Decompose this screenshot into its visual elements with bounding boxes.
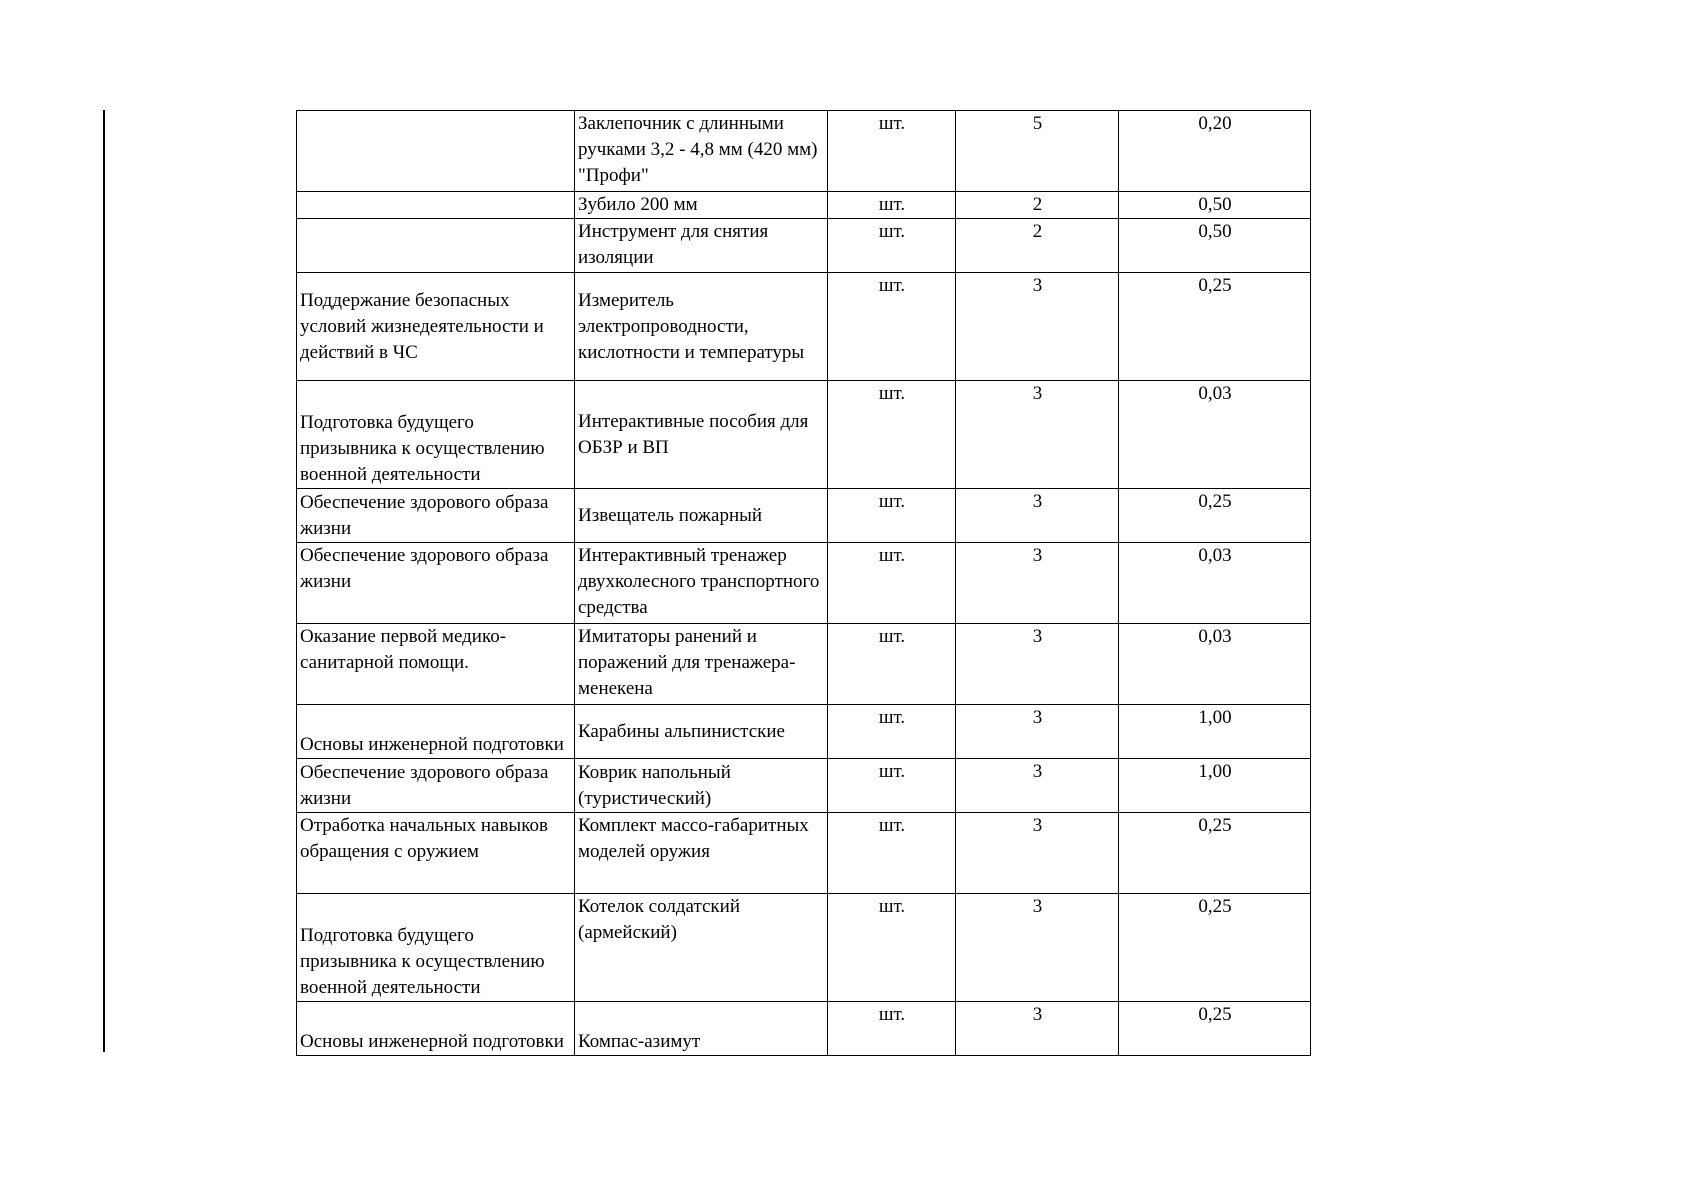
topic-cell: Оказание первой медико-санитарной помощи. [297,624,575,705]
unit-cell: шт. [828,111,956,192]
table-row [297,192,1311,219]
quantity-cell: 3 [956,813,1119,894]
quantity-cell: 3 [956,489,1119,543]
item-cell: Заклепочник с длинными ручками 3,2 - 4,8 мм (420 мм) "Профи" [575,111,828,192]
coefficient-cell: 0,25 [1119,489,1311,543]
item-cell: Коврик напольный (туристический) [575,759,828,813]
topic-cell: Обеспечение здорового образа жизни [297,543,575,624]
quantity-cell: 5 [956,111,1119,192]
topic-cell: Обеспечение здорового образа жизни [297,489,575,543]
topic-cell [297,111,575,192]
table-row [297,894,1311,1002]
unit-cell: шт. [828,624,956,705]
table-row [297,705,1311,759]
unit-cell: шт. [828,1002,956,1056]
topic-cell: Подготовка будущего призывника к осуществлению военной деятельности [297,894,575,1002]
topic-cell: Поддержание безопасных условий жизнедеятельности и действий в ЧС [297,273,575,381]
topic-cell [297,192,575,219]
table-row [297,813,1311,894]
coefficient-cell: 0,20 [1119,111,1311,192]
topic-cell: Отработка начальных навыков обращения с оружием [297,813,575,894]
item-cell: Измеритель электропроводности, кислотности и температуры [575,273,828,381]
coefficient-cell: 0,03 [1119,381,1311,489]
table-row [297,111,1311,192]
coefficient-cell: 0,50 [1119,219,1311,273]
quantity-cell: 3 [956,759,1119,813]
quantity-cell: 3 [956,894,1119,1002]
table-row [297,381,1311,489]
quantity-cell: 2 [956,219,1119,273]
topic-cell: Обеспечение здорового образа жизни [297,759,575,813]
table-row [297,759,1311,813]
quantity-cell: 3 [956,273,1119,381]
unit-cell: шт. [828,381,956,489]
coefficient-cell: 0,25 [1119,813,1311,894]
coefficient-cell: 0,03 [1119,543,1311,624]
unit-cell: шт. [828,273,956,381]
unit-cell: шт. [828,219,956,273]
table-row [297,489,1311,543]
item-cell: Интерактивный тренажер двухколесного транспортного средства [575,543,828,624]
item-cell: Комплект массо-габаритных моделей оружия [575,813,828,894]
coefficient-cell: 0,50 [1119,192,1311,219]
unit-cell: шт. [828,813,956,894]
item-cell: Компас-азимут [575,1002,828,1056]
item-cell: Извещатель пожарный [575,489,828,543]
topic-cell: Подготовка будущего призывника к осуществлению военной деятельности [297,381,575,489]
quantity-cell: 3 [956,1002,1119,1056]
table-row [297,273,1311,381]
item-cell: Котелок солдатский (армейский) [575,894,828,1002]
coefficient-cell: 1,00 [1119,705,1311,759]
unit-cell: шт. [828,543,956,624]
unit-cell: шт. [828,192,956,219]
left-margin-rule [103,110,105,1052]
item-cell: Карабины альпинистские [575,705,828,759]
table-row [297,624,1311,705]
coefficient-cell: 0,25 [1119,894,1311,1002]
item-cell: Интерактивные пособия для ОБЗР и ВП [575,381,828,489]
table-row [297,219,1311,273]
item-cell: Зубило 200 мм [575,192,828,219]
topic-cell [297,219,575,273]
topic-cell: Основы инженерной подготовки [297,705,575,759]
equipment-table [296,110,1311,1056]
coefficient-cell: 1,00 [1119,759,1311,813]
item-cell: Имитаторы ранений и поражений для тренажера-менекена [575,624,828,705]
coefficient-cell: 0,25 [1119,1002,1311,1056]
unit-cell: шт. [828,705,956,759]
item-cell: Инструмент для снятия изоляции [575,219,828,273]
table-row [297,1002,1311,1056]
unit-cell: шт. [828,894,956,1002]
quantity-cell: 2 [956,192,1119,219]
quantity-cell: 3 [956,381,1119,489]
topic-cell: Основы инженерной подготовки [297,1002,575,1056]
quantity-cell: 3 [956,705,1119,759]
coefficient-cell: 0,25 [1119,273,1311,381]
coefficient-cell: 0,03 [1119,624,1311,705]
unit-cell: шт. [828,489,956,543]
quantity-cell: 3 [956,624,1119,705]
quantity-cell: 3 [956,543,1119,624]
unit-cell: шт. [828,759,956,813]
table-row [297,543,1311,624]
